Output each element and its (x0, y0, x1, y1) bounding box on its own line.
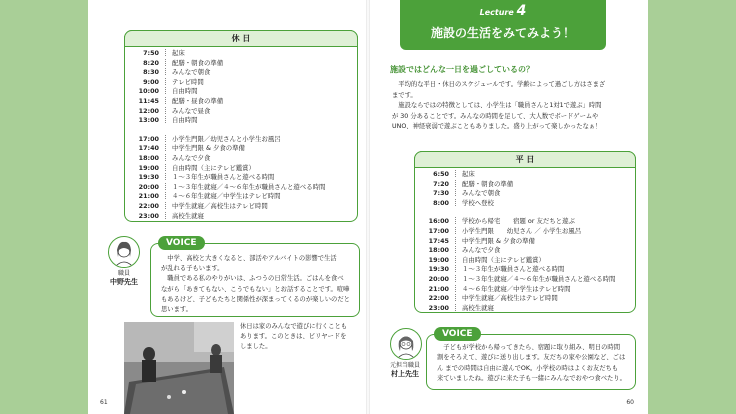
text-line: 子どもが学校から帰ってきたら、宿題に取り組み、明日の時間 (437, 344, 620, 351)
weekday-schedule-box (414, 151, 636, 313)
dotted-separator (455, 199, 456, 207)
section-subtitle: 施設ではどんな一日を過ごしているの？ (390, 65, 534, 74)
dotted-separator (165, 116, 166, 124)
schedule-time: 22:00 (138, 202, 159, 210)
voice-label: VOICE (434, 327, 481, 341)
schedule-activity: １～３年生就寝／４～６年生が職員さんと遊べる時間 (462, 275, 616, 283)
holiday-schedule-box (124, 30, 358, 222)
schedule-activity: 配膳・昼食の準備 (172, 97, 224, 105)
schedule-activity: １～３年生就寝／４～６年生が職員さんと遊べる時間 (172, 182, 326, 191)
schedule-activity: 中学生就寝／高校生はテレビ時間 (462, 294, 558, 303)
intro-line: まです。 (392, 91, 417, 99)
left-page (88, 0, 368, 414)
schedule-activity: 小学生門限 幼児さん ／ 小学生お風呂 (462, 227, 582, 235)
dotted-separator (165, 135, 166, 143)
dotted-separator (165, 87, 166, 95)
schedule-time: 17:00 (138, 134, 159, 143)
schedule-time: 17:40 (138, 144, 159, 153)
schedule-time: 6:50 (433, 170, 449, 178)
schedule-time: 18:00 (428, 246, 449, 255)
schedule-time: 12:00 (138, 106, 159, 115)
dotted-separator (455, 227, 456, 235)
schedule-activity: ４～６年生就寝／中学生はテレビ時間 (462, 284, 571, 293)
schedule-activity: みんなで夕食 (462, 246, 501, 255)
page-number: 61 (100, 399, 108, 406)
schedule-activity: 自由時間 (172, 87, 198, 96)
dotted-separator (165, 68, 166, 76)
schedule-time: 22:00 (428, 294, 449, 303)
billiards-photo (124, 322, 234, 414)
dotted-separator (165, 183, 166, 191)
text-line: ながら「あきてもない、こうでもない」とお話することです。喧嘩 (161, 285, 350, 293)
dotted-separator (455, 180, 456, 188)
speaker-name: 中野先生 (110, 278, 138, 286)
speaker-name: 村上先生 (391, 370, 419, 378)
text-line: 中学、高校と大きくなると、部活やアルバイトの影響で生活 (161, 255, 337, 262)
schedule-activity: 起床 (172, 49, 185, 57)
schedule-time: 19:00 (428, 255, 449, 264)
text-line: もあるけど、子どもたちと関係性が深まってくるのが楽しいのだと (161, 295, 350, 303)
schedule-time: 7:50 (143, 49, 159, 57)
dotted-separator (165, 202, 166, 210)
schedule-heading: 平 日 (414, 151, 636, 168)
schedule-activity: 中学生就寝／高校生はテレビ時間 (172, 202, 268, 210)
dotted-separator (165, 78, 166, 86)
schedule-time: 23:00 (138, 211, 159, 220)
intro-text (392, 80, 644, 133)
dotted-separator (455, 275, 456, 283)
intro-line: 施設ならではの特徴としては、小学生は「職員さんと1対1で遊ぶ」時間 (392, 102, 602, 109)
dotted-separator (455, 246, 456, 254)
schedule-activity: 自由時間（主にテレビ鑑賞） (462, 255, 545, 264)
speaker-caption (380, 362, 430, 379)
schedule-activity: テレビ時間 (172, 77, 204, 86)
voice-label: VOICE (158, 236, 205, 250)
schedule-time: 21:00 (138, 192, 159, 201)
schedule-activity: 学校へ登校 (462, 198, 494, 207)
speaker-caption (102, 270, 146, 287)
schedule-activity: 自由時間（主にテレビ鑑賞） (172, 163, 255, 172)
dotted-separator (165, 59, 166, 67)
schedule-activity: 自由時間 (172, 116, 198, 125)
schedule-time: 9:00 (143, 77, 159, 86)
schedule-time: 17:45 (428, 236, 449, 245)
intro-line: UNO、神経衰弱で遊ぶこともありました。盛り上がって楽しかったなぁ！ (392, 123, 602, 130)
right-page (368, 0, 648, 414)
text-line: が乱れる子もいます。 (161, 265, 224, 273)
speaker-role: 職員 (117, 270, 130, 277)
dotted-separator (165, 192, 166, 200)
schedule-activity: みんなで夕食 (172, 154, 211, 162)
schedule-activity: 高校生就寝 (462, 303, 494, 312)
person-icon (109, 237, 139, 267)
schedule-time: 20:00 (138, 182, 159, 191)
book-gutter (366, 0, 370, 414)
intro-line: 平均的な平日・休日のスケジュールです。学齢によって過ごし方はさまざ (392, 81, 606, 88)
schedule-activity: 配膳・朝食の準備 (462, 179, 514, 188)
lecture-label: Lecture (479, 8, 514, 17)
dotted-separator (455, 237, 456, 245)
schedule-activity: みんなで朝食 (172, 68, 211, 77)
dotted-separator (455, 217, 456, 225)
schedule-time: 10:00 (138, 87, 159, 96)
schedule-activity: １～３年生が職員さんと遊べる時間 (462, 265, 565, 274)
photo-caption (240, 322, 360, 352)
text-line: 割をそろえて、遊びに送り出します。友だちの家や公園など、ごは (437, 354, 626, 362)
dotted-separator (165, 49, 166, 57)
dotted-separator (455, 285, 456, 293)
speaker-avatar (108, 236, 140, 268)
schedule-activity: １～３年生が職員さんと遊べる時間 (172, 173, 275, 182)
text-line: 来ていましたね。遊びに来た子も一緒にみんなでおやつ食べたり。 (437, 375, 626, 383)
caption-line: しました。 (240, 343, 272, 350)
schedule-time: 21:00 (428, 284, 449, 293)
schedule-time: 8:20 (143, 58, 159, 67)
schedule-time: 7:30 (433, 189, 449, 198)
page-number: 60 (626, 399, 634, 406)
caption-line: 休日は家のみんなで遊びに行くことも (240, 323, 348, 330)
schedule-activity: ４～６年生就寝／中学生はテレビ時間 (172, 192, 281, 201)
dotted-separator (455, 304, 456, 312)
schedule-activity: 起床 (462, 170, 475, 178)
schedule-time: 18:00 (138, 154, 159, 162)
dotted-separator (165, 173, 166, 181)
dotted-separator (165, 107, 166, 115)
text-line: 職員である私のやりがいは、ふつうの日常生活。ごはんを食べ (161, 275, 344, 283)
dotted-separator (455, 189, 456, 197)
schedule-heading: 休 日 (124, 30, 358, 47)
page-title: 施設の生活をみてみよう！ (430, 26, 575, 40)
person-icon (391, 329, 421, 359)
schedule-time: 11:45 (138, 97, 159, 105)
dotted-separator (455, 170, 456, 178)
schedule-time: 20:00 (428, 275, 449, 283)
dotted-separator (455, 294, 456, 302)
dotted-separator (455, 265, 456, 273)
schedule-time: 8:00 (433, 198, 449, 207)
schedule-activity: 高校生就寝 (172, 211, 204, 220)
speaker-role: 元担当職員 (389, 362, 420, 369)
text-line: ん までの時間は自由に遊んでOK。小学校の時はよくお友だちも (437, 364, 619, 372)
dotted-separator (165, 164, 166, 172)
dotted-separator (165, 212, 166, 220)
schedule-activity: みんなで昼食 (172, 106, 211, 115)
schedule-time: 7:20 (433, 179, 449, 188)
lecture-banner (400, 0, 606, 50)
intro-line: が 30 分あることです。みんなの時間を足して、大人数でボードゲームや (392, 112, 599, 120)
caption-line: あります。このときは、ビリヤードを (240, 333, 347, 340)
schedule-activity: 配膳・朝食の準備 (172, 58, 224, 67)
schedule-time: 16:00 (428, 217, 449, 226)
dotted-separator (165, 97, 166, 105)
dotted-separator (165, 154, 166, 162)
schedule-time: 17:00 (428, 227, 449, 235)
schedule-activity: 小学生門限／幼児さんと小学生お風呂 (172, 134, 281, 143)
schedule-time: 13:00 (138, 116, 159, 125)
voice-box (150, 243, 360, 317)
speaker-avatar (390, 328, 422, 360)
schedule-activity: みんなで朝食 (462, 189, 501, 198)
schedule-time: 8:30 (143, 68, 159, 77)
text-line: 思います。 (161, 306, 192, 313)
dotted-separator (165, 144, 166, 152)
schedule-activity: 中学生門限 & 夕食の準備 (172, 144, 245, 153)
dotted-separator (455, 256, 456, 264)
schedule-time: 19:30 (138, 173, 159, 182)
schedule-activity: 中学生門限 & 夕食の準備 (462, 236, 535, 245)
voice-box (426, 334, 636, 390)
schedule-activity: 学校から帰宅 宿題 or 友だちと遊ぶ (462, 217, 575, 226)
schedule-time: 19:00 (138, 163, 159, 172)
schedule-time: 23:00 (428, 303, 449, 312)
schedule-time: 19:30 (428, 265, 449, 274)
lecture-number: 4 (516, 3, 527, 19)
